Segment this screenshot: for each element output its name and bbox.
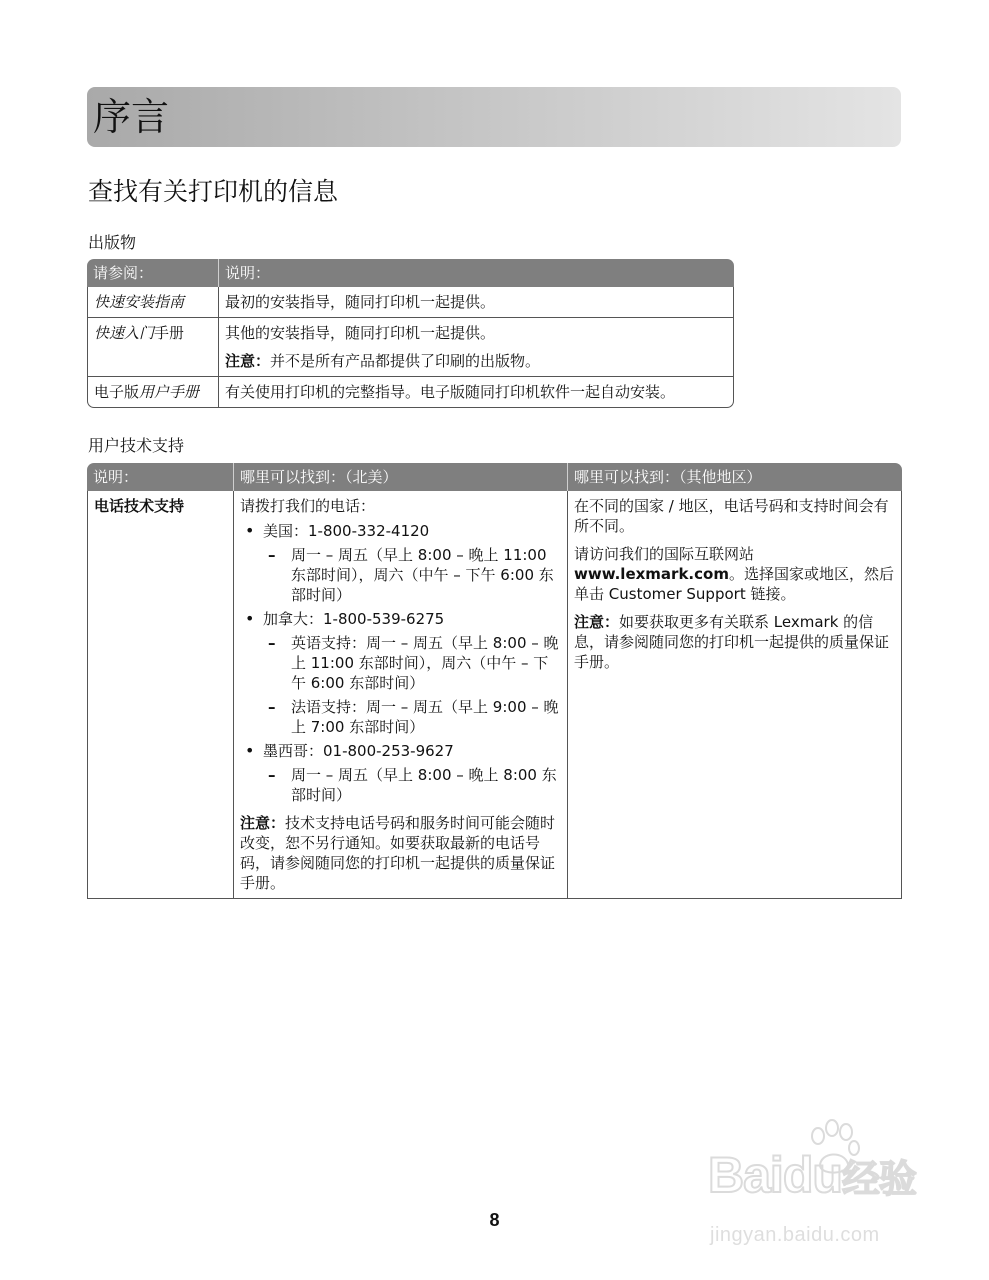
table-row: [87, 377, 734, 408]
publication-name-italic: 快速入门: [94, 324, 155, 342]
watermark-cn: 经验: [841, 1159, 916, 1201]
other-regions-text: 在不同的国家 / 地区，电话号码和支持时间会有所不同。: [574, 497, 889, 535]
table-header-row: [87, 463, 902, 491]
list-item: [240, 521, 561, 605]
website-prefix: 请访问我们的国际互联网站: [574, 545, 755, 563]
watermark-brand2: du: [782, 1147, 842, 1203]
column-header: 哪里可以找到：（其他地区）: [568, 463, 902, 491]
watermark-url: jingyan.baidu.com: [710, 1224, 880, 1246]
support-heading: 用户技术支持: [88, 436, 185, 455]
publication-name-prefix: 电子版: [94, 383, 140, 401]
publication-description: 有关使用打印机的完整指导。电子版随同打印机软件一起自动安装。: [219, 377, 734, 408]
na-intro: 请拨打我们的电话：: [240, 497, 376, 515]
table-row: [87, 287, 734, 318]
publication-name: 快速安装指南: [87, 287, 219, 318]
watermark-logo: [708, 1146, 916, 1204]
support-table: [87, 463, 902, 899]
note-label: 注意：: [240, 814, 286, 832]
column-header: 说明：: [219, 259, 734, 287]
hours-item: – 周一 – 周五（早上 8:00 – 晚上 8:00 东部时间）: [263, 765, 561, 805]
note-text: 如要获取更多有关联系 Lexmark 的信息，请参阅随同您的打印机一起提供的质量保证手册。: [574, 613, 890, 671]
table-row: [87, 318, 734, 377]
publications-heading: 出版物: [88, 233, 137, 252]
website-link[interactable]: www.lexmark.com: [574, 565, 729, 583]
other-regions-cell: [568, 491, 902, 899]
chapter-title-bar: [87, 87, 901, 147]
publication-description: 最初的安装指导，随同打印机一起提供。: [219, 287, 734, 318]
hours-list: [263, 633, 561, 737]
hours-item: – 周一 – 周五（早上 8:00 – 晚上 11:00 东部时间），周六（中午 – 下午 6:00 东部时间）: [263, 545, 561, 605]
publication-name-italic: 用户手册: [139, 383, 200, 401]
website-suffix: 。选择国家或地区，然后单击 Customer Support 链接。: [574, 565, 894, 603]
note-label: 注意：: [574, 613, 620, 631]
note: [574, 612, 895, 672]
column-header: 请参阅：: [87, 259, 219, 287]
phone-entry: 加拿大：1-800-539-6275: [263, 610, 445, 628]
note-label: 注意：: [225, 352, 271, 370]
note: [225, 351, 727, 371]
hours-item: – 英语支持：周一 – 周五（早上 8:00 – 晚上 11:00 东部时间），周六（中午 – 下午 6:00 东部时间）: [263, 633, 561, 693]
note-text: 技术支持电话号码和服务时间可能会随时改变，恕不另行通知。如要获取最新的电话号码，请参阅随同您的打印机一起提供的质量保证手册。: [240, 814, 556, 892]
publication-name: [87, 318, 219, 377]
column-header: 说明：: [87, 463, 234, 491]
publication-name-rest: 手册: [154, 324, 185, 342]
publication-description: [219, 318, 734, 377]
hours-list: [263, 765, 561, 805]
baidu-watermark: [700, 1118, 940, 1268]
column-header: 哪里可以找到：（北美）: [234, 463, 568, 491]
hours-list: [263, 545, 561, 605]
publication-name: [87, 377, 219, 408]
hours-item: – 法语支持：周一 – 周五（早上 9:00 – 晚上 7:00 东部时间）: [263, 697, 561, 737]
note: [240, 813, 561, 893]
phone-entry: 美国：1-800-332-4120: [263, 522, 430, 540]
table-row: [87, 491, 902, 899]
note-text: 并不是所有产品都提供了印刷的出版物。: [270, 352, 541, 370]
description-text: 其他的安装指导，随同打印机一起提供。: [225, 324, 496, 342]
list-item: [240, 741, 561, 805]
publications-table: [87, 259, 734, 408]
phone-list: [240, 521, 561, 805]
list-item: [240, 609, 561, 737]
support-type: 电话技术支持: [87, 491, 234, 899]
page-number: 8: [489, 1210, 500, 1230]
north-america-cell: [234, 491, 568, 899]
chapter-title: 序言: [93, 95, 170, 139]
watermark-brand: Bai: [708, 1147, 783, 1203]
section-title: 查找有关打印机的信息: [88, 177, 339, 206]
phone-entry: 墨西哥：01-800-253-9627: [263, 742, 454, 760]
table-header-row: [87, 259, 734, 287]
website-instruction: [574, 544, 895, 604]
